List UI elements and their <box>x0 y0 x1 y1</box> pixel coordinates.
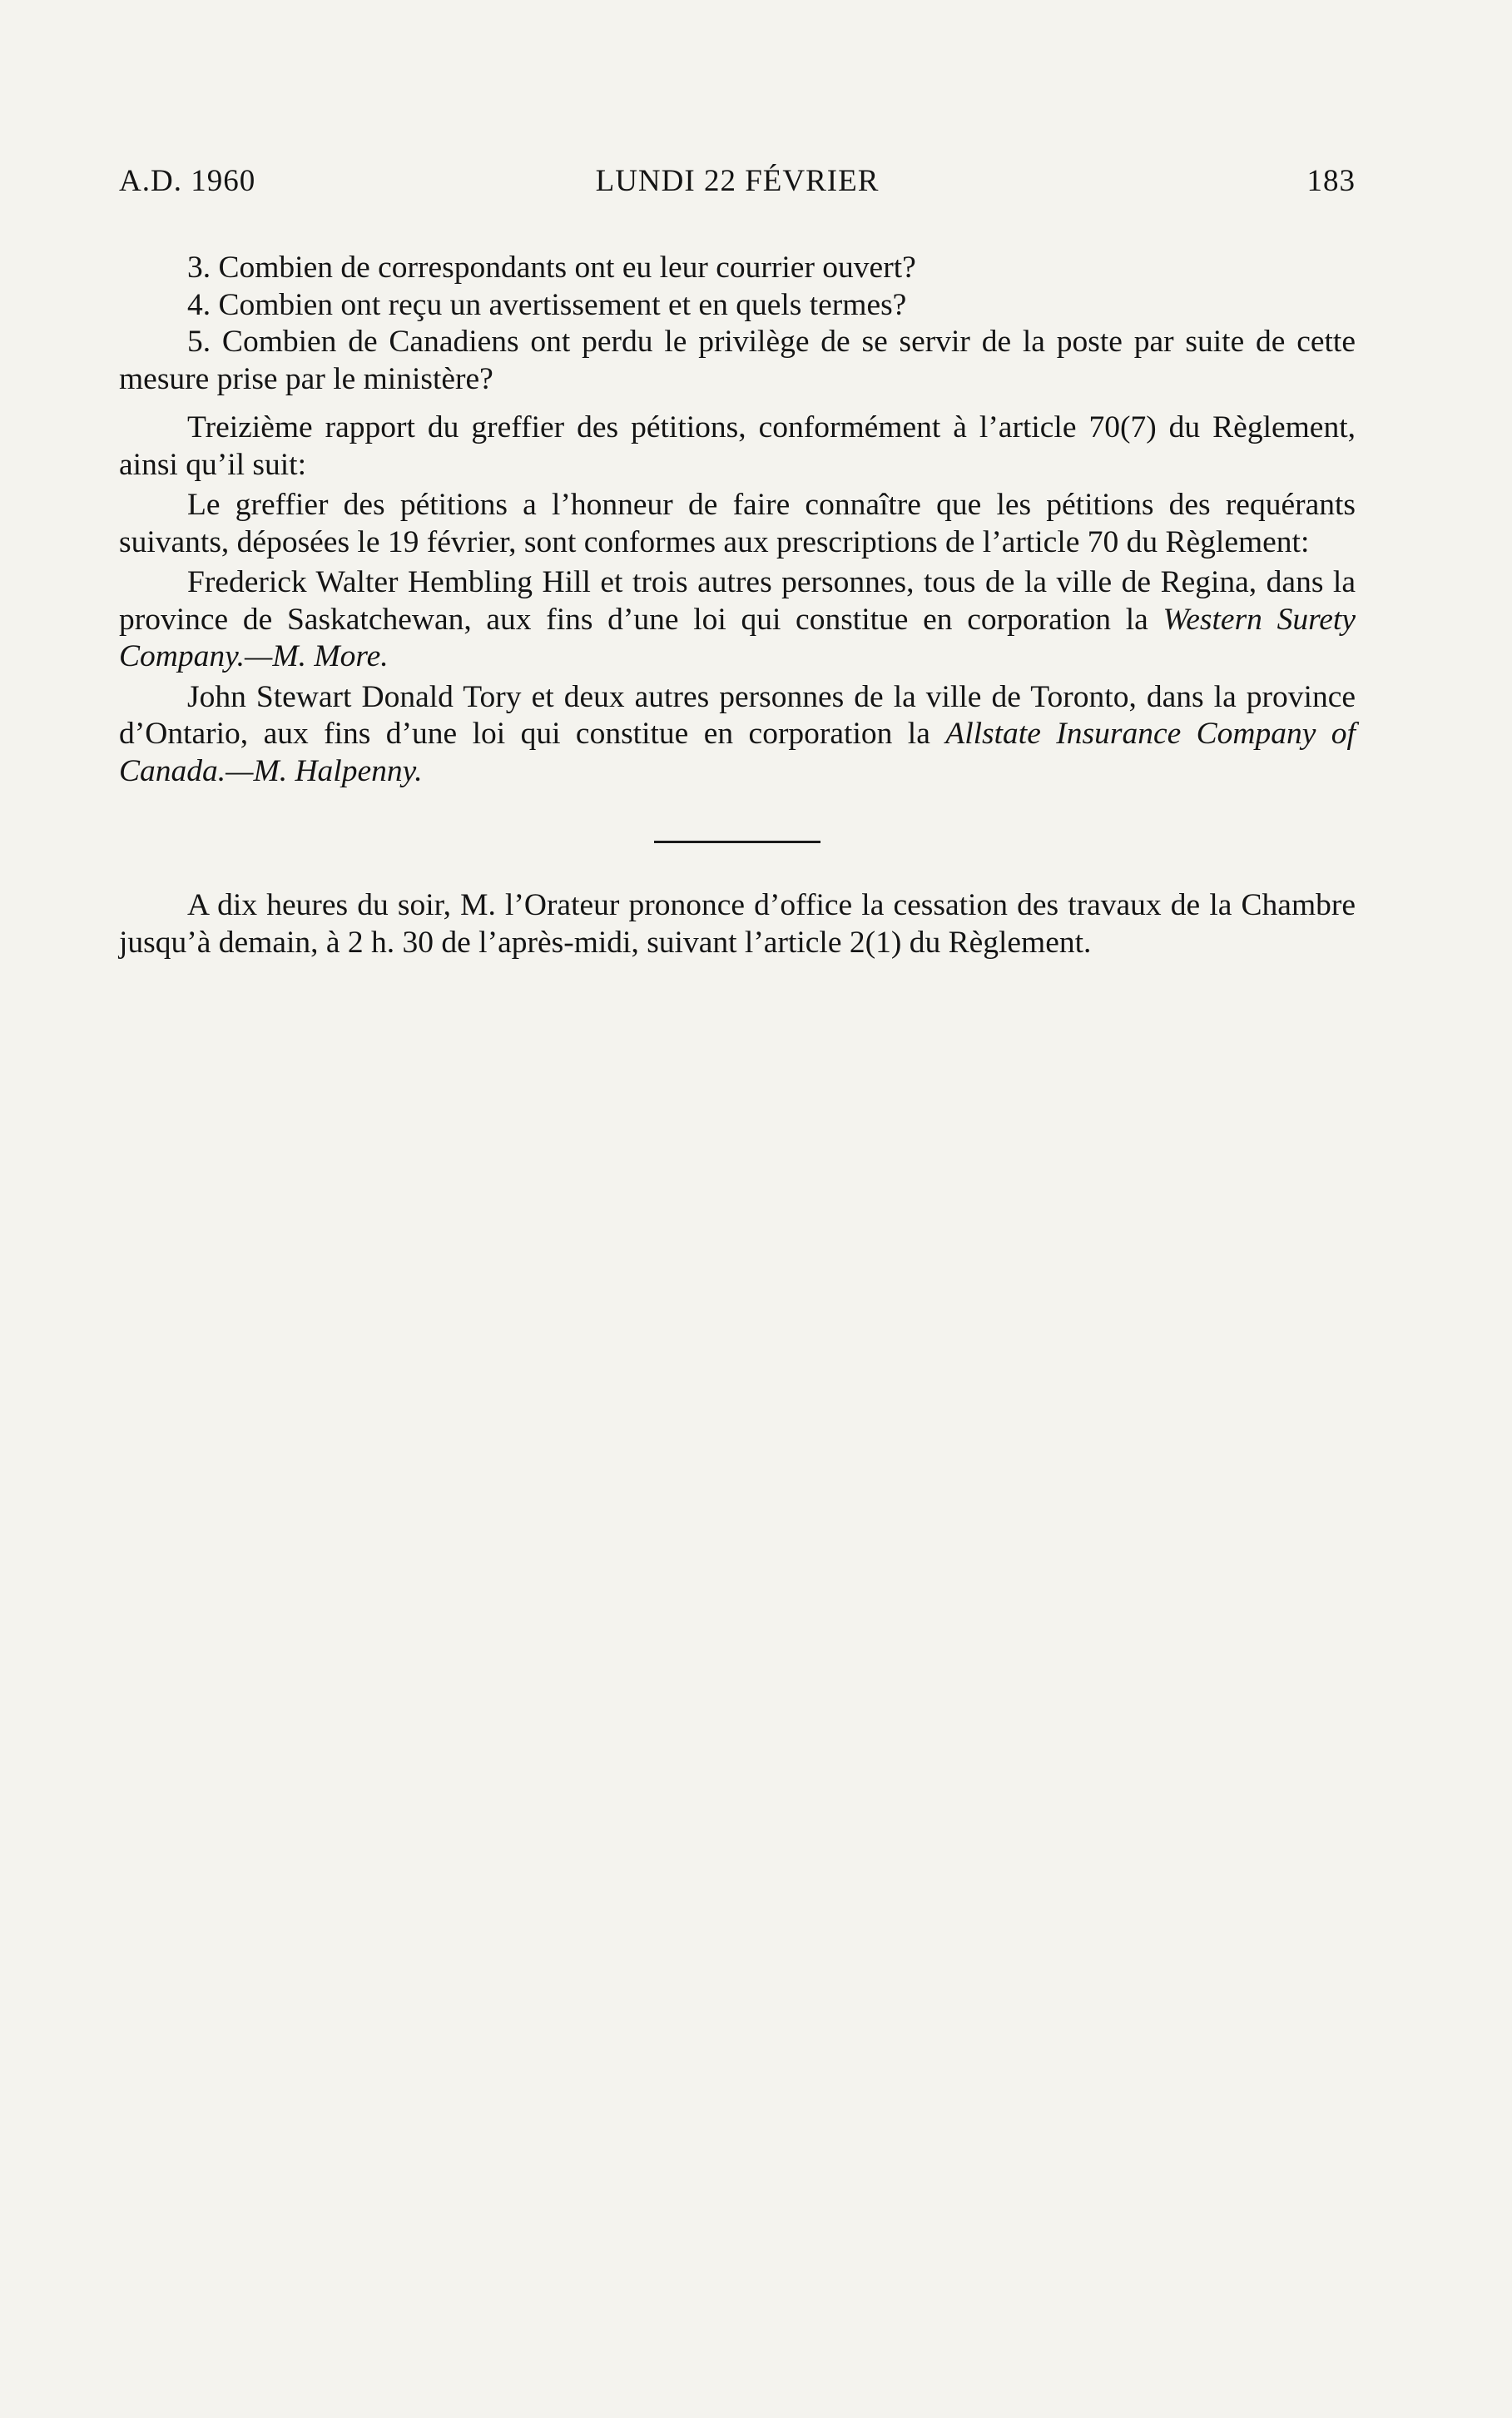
member-name: —M. More. <box>245 639 389 673</box>
petition-text: John Stewart Donald Tory et deux autres personnes de la ville de Toronto, dans la province d’Ontario, aux fins d’une loi qui constitue en corporation la <box>119 679 1356 751</box>
petition-text: Frederick Walter Hembling Hill et trois autres personnes, tous de la ville de Regina, dans la province de Saskatchewan, aux fins d’une loi qui constitue en corporation la <box>119 565 1356 637</box>
company-name: Allstate Insurance Company of Canada. <box>119 717 1356 788</box>
page-number: 183 <box>1306 164 1356 198</box>
company-name: Western Surety Company. <box>119 602 1356 673</box>
petition-item <box>119 679 1356 791</box>
member-name: —M. Halpenny. <box>226 753 423 788</box>
question-3: 3. Combien de correspondants ont eu leur courrier ouvert? <box>187 251 916 285</box>
question-5: 5. Combien de Canadiens ont perdu le privilège de se servir de la poste par suite de cette mesure prise par le ministère? <box>119 325 1356 396</box>
document-body <box>119 250 1356 961</box>
question-4: 4. Combien ont reçu un avertissement et en quels termes? <box>187 287 907 322</box>
header-date: LUNDI 22 FÉVRIER <box>595 164 880 198</box>
document-page <box>119 0 1356 2418</box>
adjournment-paragraph: A dix heures du soir, M. l’Orateur prononce d’office la cessation des travaux de la Chambre jusqu’à demain, à 2 h. 30 de l’après-midi, suivant l’article 2(1) du Règlement. <box>119 888 1356 960</box>
running-head <box>119 163 1356 203</box>
report-intro: Treizième rapport du greffier des pétitions, conformément à l’article 70(7) du Règlement, ainsi qu’il suit: <box>119 410 1356 482</box>
header-year: A.D. 1960 <box>119 164 256 198</box>
report-statement: Le greffier des pétitions a l’honneur de faire connaître que les pétitions des requérants suivants, déposées le 19 février, sont conformes aux prescriptions de l’article 70 du Règlement: <box>119 488 1356 559</box>
petition-item <box>119 564 1356 676</box>
